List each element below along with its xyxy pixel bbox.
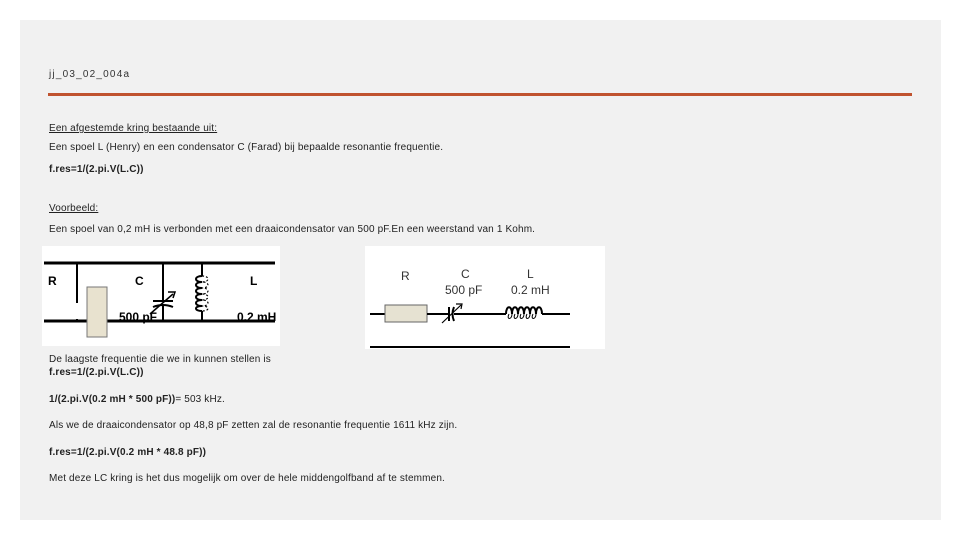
intro-heading: Een afgestemde kring bestaande uit: bbox=[49, 123, 218, 134]
resistor bbox=[87, 287, 107, 337]
label-r: R bbox=[48, 274, 57, 288]
parallel-circuit-diagram bbox=[42, 246, 280, 346]
lowest-frequency-text: De laagste frequentie die we in kunnen stellen is bbox=[49, 354, 271, 365]
inductor-coil bbox=[196, 276, 202, 311]
series-circuit-figure bbox=[365, 246, 605, 349]
slide-code: jj_03_02_004a bbox=[49, 69, 131, 80]
value-l: 0.2 mH bbox=[511, 283, 550, 297]
label-l: L bbox=[527, 267, 534, 281]
calculation-result: = 503 kHz. bbox=[175, 394, 225, 405]
value-l: 0.2 mH bbox=[237, 310, 277, 324]
label-c: C bbox=[135, 274, 144, 288]
calculation-expression: 1/(2.pi.V(0.2 mH * 500 pF)) bbox=[49, 394, 176, 405]
formula-resonance: f.res=1/(2.pi.V(L.C)) bbox=[49, 164, 144, 175]
label-r: R bbox=[401, 269, 410, 283]
setting-text: Als we de draaicondensator op 48,8 pF zetten zal de resonantie frequentie 1611 kHz zijn. bbox=[49, 420, 458, 431]
example-text: Een spoel van 0,2 mH is verbonden met een draaicondensator van 500 pF.En een weerstand van 1 Kohm. bbox=[49, 224, 536, 235]
value-c: 500 pF bbox=[445, 283, 483, 297]
intro-text: Een spoel L (Henry) en een condensator C (Farad) bij bepaalde resonantie frequentie. bbox=[49, 142, 444, 153]
parallel-circuit-figure bbox=[42, 246, 280, 346]
label-l: L bbox=[250, 274, 258, 288]
example-heading: Voorbeeld: bbox=[49, 203, 99, 214]
slide bbox=[20, 20, 941, 520]
series-circuit-diagram bbox=[365, 246, 605, 349]
formula-highest: f.res=1/(2.pi.V(0.2 mH * 48.8 pF)) bbox=[49, 447, 207, 458]
capacitor-plate-right bbox=[453, 307, 455, 321]
resistor bbox=[385, 305, 427, 322]
inductor-coil bbox=[506, 307, 542, 314]
title-divider bbox=[48, 93, 912, 96]
formula-lowest: f.res=1/(2.pi.V(L.C)) bbox=[49, 367, 144, 378]
calculation-lowest bbox=[49, 394, 225, 405]
label-c: C bbox=[461, 267, 470, 281]
conclusion-text: Met deze LC kring is het dus mogelijk om over de hele middengolfband af te stemmen. bbox=[49, 473, 445, 484]
value-c: 500 pF bbox=[119, 310, 158, 324]
